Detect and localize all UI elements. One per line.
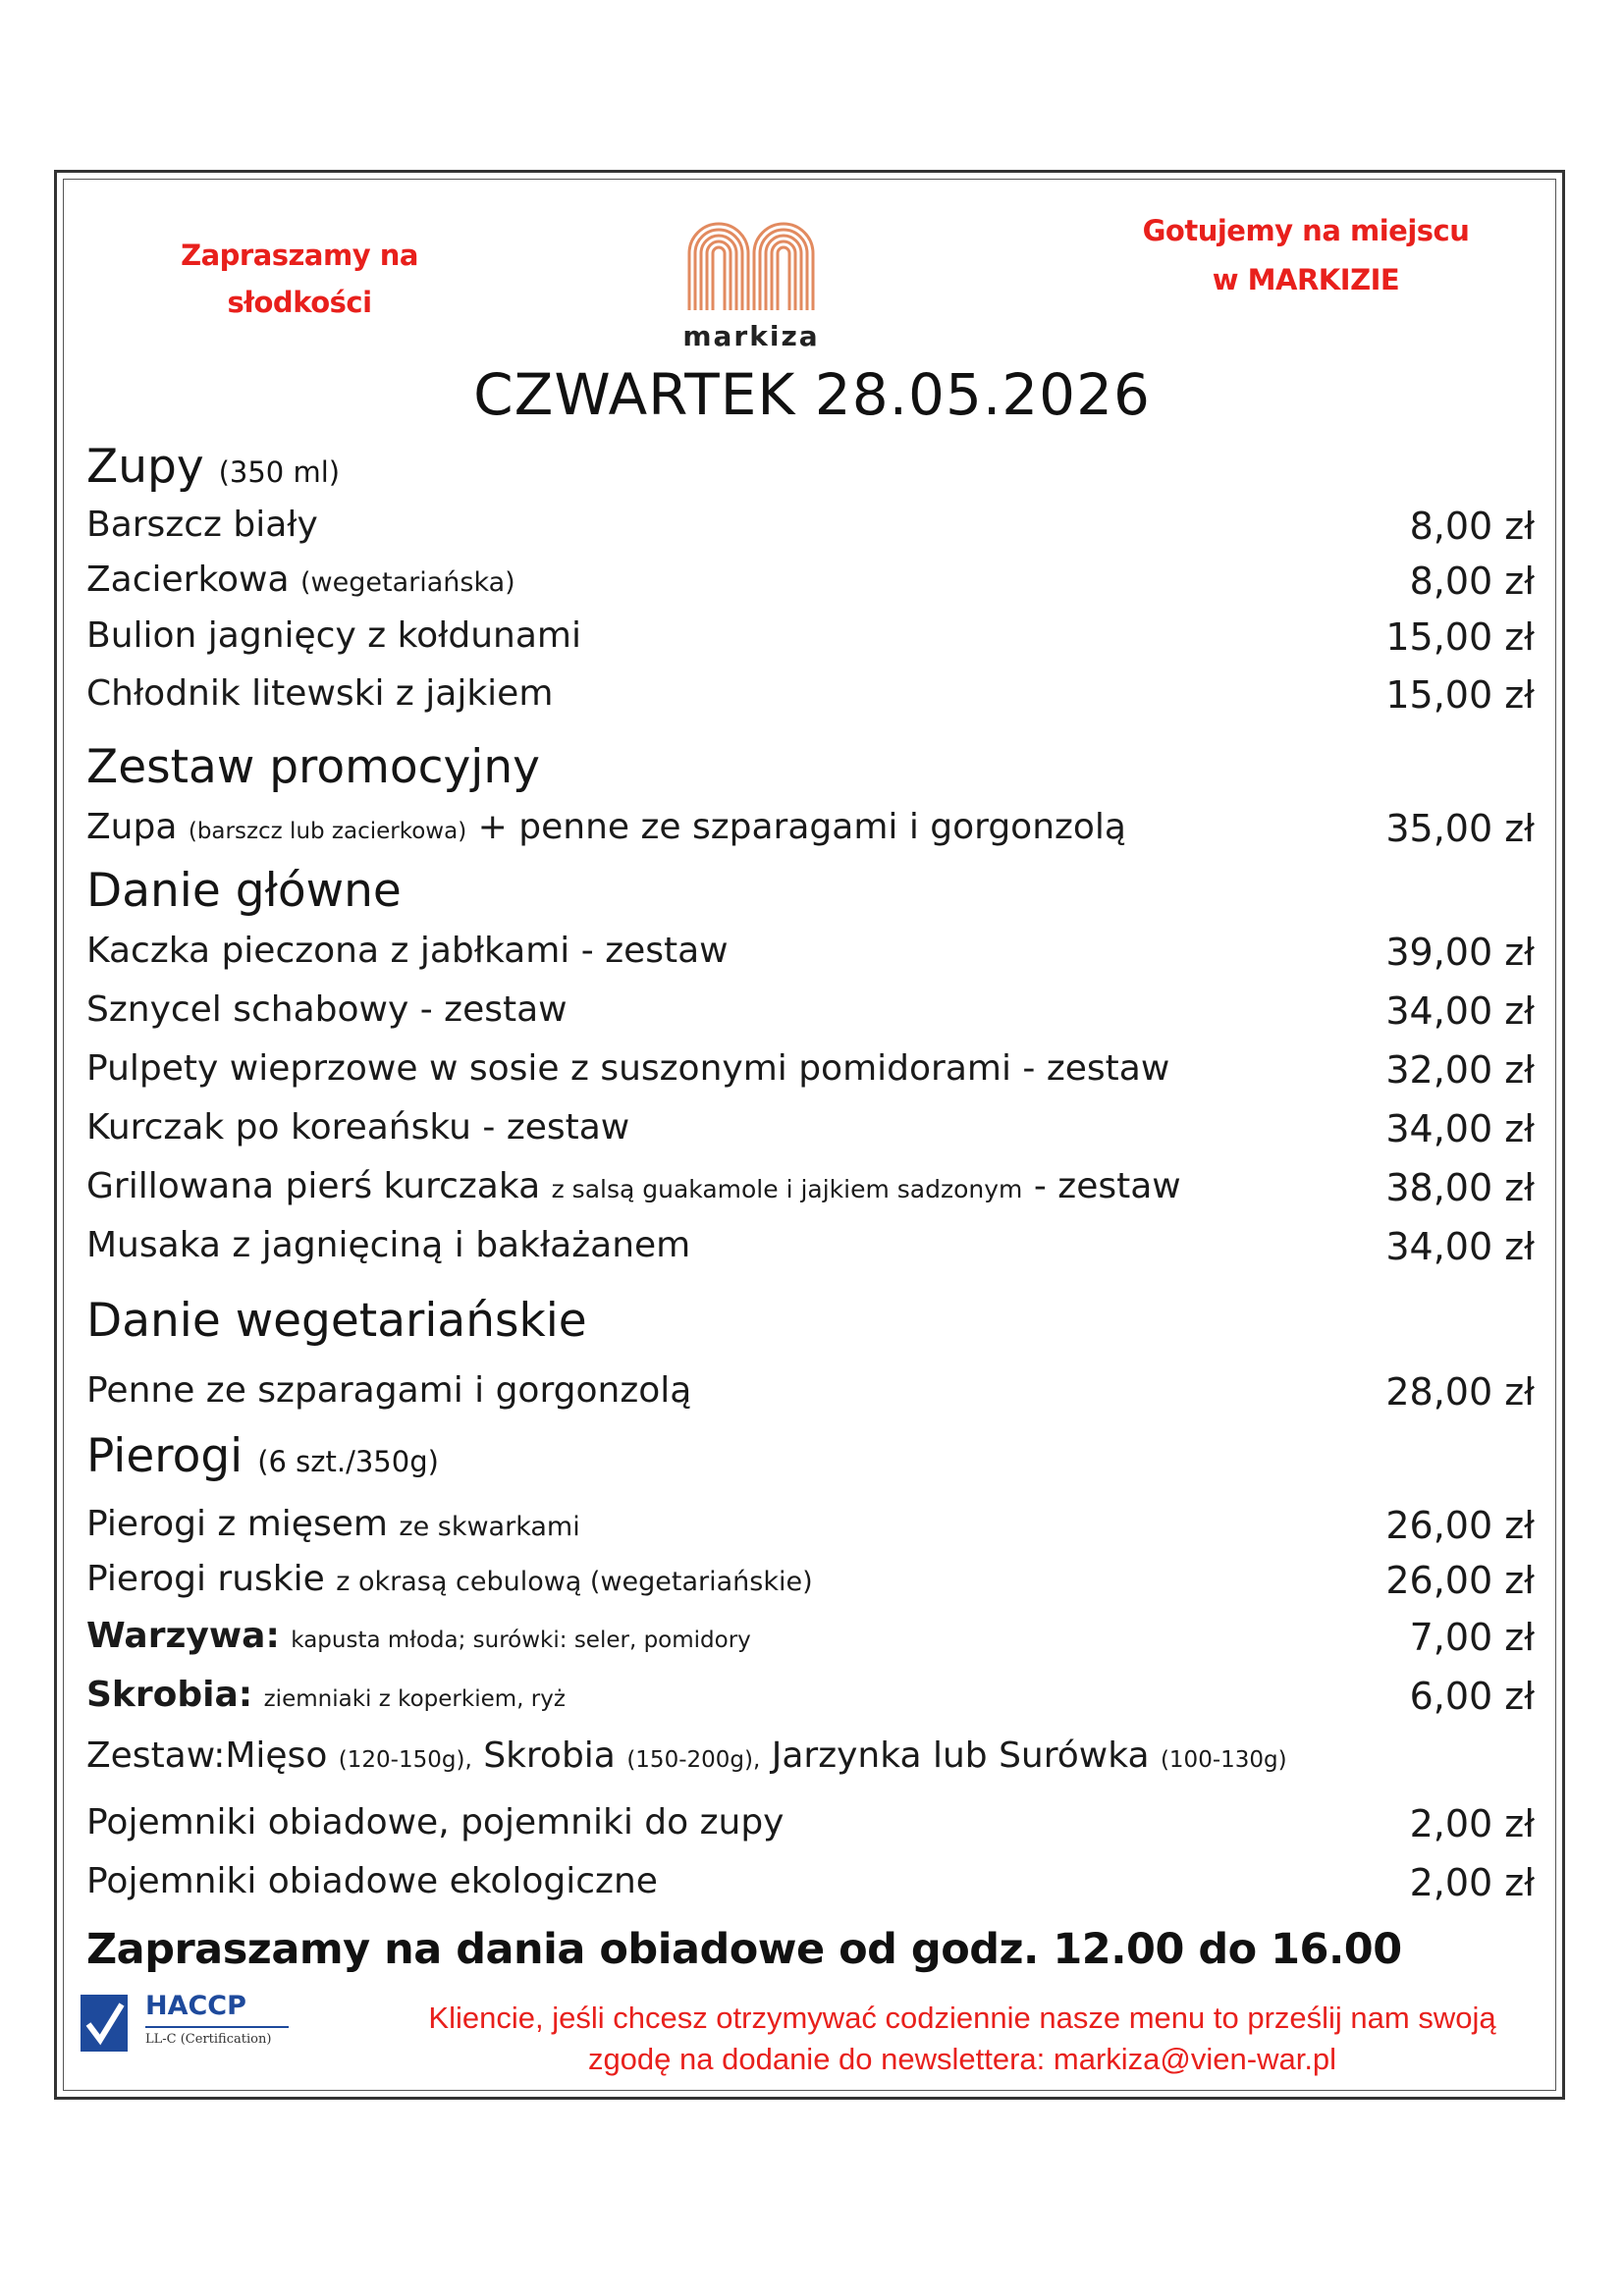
checkmark-icon [81,1995,128,2052]
menu-item [86,673,1535,728]
markiza-arches-logo [685,214,817,312]
item-name: Chłodnik litewski z jajkiem [86,673,554,714]
promo-cooking-line-2: w MARKIZIE [1212,263,1400,296]
menu-item [86,1675,1535,1730]
item-price: 26,00 zł [1385,1559,1535,1602]
item-note: z salsą guakamole i jajkiem sadzonym [551,1175,1023,1203]
section-pierogi [86,1429,439,1483]
item-price: 7,00 zł [1409,1616,1535,1659]
item-name-main: Pierogi z mięsem [86,1504,388,1544]
markiza-logo [677,214,825,359]
item-price: 8,00 zł [1409,505,1535,548]
item-label: Warzywa: [86,1616,280,1656]
menu-item [86,560,1535,614]
item-price: 2,00 zł [1409,1861,1535,1904]
item-price: 38,00 zł [1385,1166,1535,1209]
item-name: Pojemniki obiadowe ekologiczne [86,1861,658,1901]
section-title: Danie wegetariańskie [86,1294,587,1348]
zestaw-info [86,1735,1535,1790]
item-price: 2,00 zł [1409,1802,1535,1845]
menu-item [86,1802,1535,1857]
item-note: (barszcz lub zacierkowa) [188,819,467,844]
item-name [86,1675,566,1715]
haccp-subtitle: LL-C (Certification) [145,2032,272,2047]
item-note: ziemniaki z koperkiem, ryż [263,1686,566,1712]
newsletter-info [344,1998,1581,2080]
newsletter-line-1: Kliencie, jeśli chcesz otrzymywać codziennie nasze menu to prześlij nam swoją [428,2001,1496,2035]
haccp-title: HACCP [145,1991,246,2021]
zestaw-part: Skrobia [483,1735,616,1776]
item-price: 35,00 zł [1385,807,1535,850]
item-label: Skrobia: [86,1675,253,1715]
menu-item [86,1370,1535,1425]
section-zupy [86,440,340,494]
item-price: 8,00 zł [1409,560,1535,603]
promo-cooking [1119,206,1492,304]
item-price: 15,00 zł [1385,615,1535,659]
item-name [86,1166,1181,1206]
zestaw-part: Jarzynka lub Surówka [771,1735,1150,1776]
item-price: 26,00 zł [1385,1504,1535,1547]
promo-sweets [147,232,452,326]
item-name: Pulpety wieprzowe w sosie z suszonymi pomidorami - zestaw [86,1048,1170,1089]
haccp-divider [145,2026,289,2028]
menu-item [86,1107,1535,1162]
item-name-main: Grillowana pierś kurczaka [86,1166,541,1206]
item-price: 32,00 zł [1385,1048,1535,1092]
section-zestaw [86,740,540,794]
menu-item [86,807,1535,862]
item-name-main: Zacierkowa [86,560,290,600]
menu-item [86,1166,1535,1221]
menu-item [86,989,1535,1044]
item-name: Penne ze szparagami i gorgonzolą [86,1370,692,1411]
item-name: Bulion jagnięcy z kołdunami [86,615,581,656]
haccp-badge [81,1991,287,2059]
menu-item [86,1048,1535,1103]
item-name: Pojemniki obiadowe, pojemniki do zupy [86,1802,785,1842]
item-price: 15,00 zł [1385,673,1535,717]
item-name-main: Zupa [86,807,178,847]
item-price: 6,00 zł [1409,1675,1535,1718]
section-wege [86,1294,587,1348]
zestaw-info-text [86,1735,1287,1776]
menu-item [86,1504,1535,1559]
section-title: Zupy [86,440,204,494]
section-note: (6 szt./350g) [257,1445,439,1478]
item-name [86,1616,751,1656]
item-name [86,807,1126,847]
item-price: 34,00 zł [1385,989,1535,1033]
item-name: Kaczka pieczona z jabłkami - zestaw [86,931,729,971]
item-name: Sznycel schabowy - zestaw [86,989,568,1030]
promo-sweets-line-2: słodkości [227,286,372,319]
item-price: 28,00 zł [1385,1370,1535,1414]
menu-item [86,1861,1535,1916]
item-name [86,1559,813,1599]
section-title: Danie główne [86,864,402,918]
item-note: (wegetariańska) [300,567,515,598]
menu-item [86,1559,1535,1614]
item-note: kapusta młoda; surówki: seler, pomidory [291,1628,751,1653]
item-note: z okrasą cebulową (wegetariańskie) [336,1567,813,1597]
item-price: 34,00 zł [1385,1107,1535,1150]
item-name-rest: + penne ze szparagami i gorgonzolą [477,807,1126,847]
item-name-main: Pierogi ruskie [86,1559,325,1599]
promo-cooking-line-1: Gotujemy na miejscu [1142,214,1470,247]
section-note: (350 ml) [218,455,341,489]
item-name: Musaka z jagnięciną i bakłażanem [86,1225,691,1265]
menu-item [86,505,1535,560]
menu-item [86,931,1535,986]
item-name: Kurczak po koreańsku - zestaw [86,1107,630,1148]
section-danie-glowne [86,864,402,918]
menu-item [86,1616,1535,1671]
newsletter-line-2: zgodę na dodanie do newslettera: markiza@vien-war.pl [587,2042,1337,2076]
item-name [86,1504,580,1544]
closing-hours: Zapraszamy na dania obiadowe od godz. 12.00 do 16.00 [86,1925,1402,1974]
item-name-rest: - zestaw [1033,1166,1181,1206]
zestaw-note: (100-130g) [1160,1747,1287,1773]
logo-text: markiza [682,320,820,352]
zestaw-note: (150-200g), [626,1747,761,1773]
section-title: Zestaw promocyjny [86,740,540,794]
item-name: Barszcz biały [86,505,318,545]
section-title: Pierogi [86,1429,244,1483]
menu-item [86,615,1535,670]
zestaw-part: Zestaw:Mięso [86,1735,328,1776]
item-price: 34,00 zł [1385,1225,1535,1268]
menu-item [86,1225,1535,1280]
item-price: 39,00 zł [1385,931,1535,974]
item-note: ze skwarkami [399,1512,580,1542]
zestaw-note: (120-150g), [338,1747,472,1773]
promo-sweets-line-1: Zapraszamy na [181,239,418,272]
page-title: CZWARTEK 28.05.2026 [473,361,1151,428]
item-name [86,560,515,600]
